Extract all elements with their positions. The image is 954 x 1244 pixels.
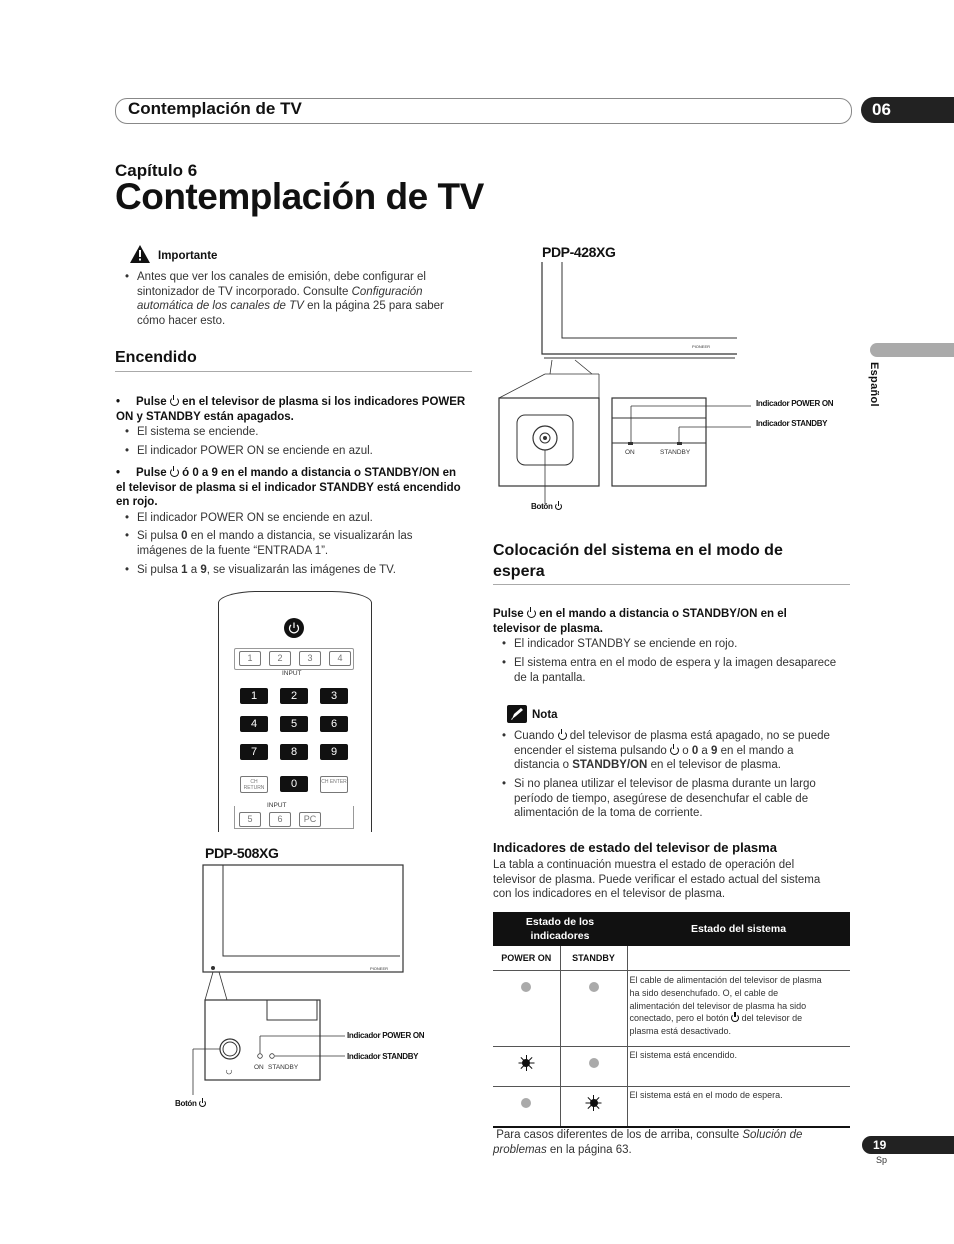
language-label: Español xyxy=(868,362,880,407)
pdp508-label: PDP-508XG xyxy=(205,845,279,861)
page-language-code: Sp xyxy=(876,1155,888,1165)
chapter-title: Contemplación de TV xyxy=(115,176,484,217)
remote-digit-key: 7 xyxy=(240,744,268,760)
remote-digit-key: 2 xyxy=(280,688,308,704)
table-subheader-power-on: POWER ON xyxy=(493,946,560,971)
nota-heading: Nota xyxy=(532,709,558,721)
power-icon xyxy=(558,731,567,740)
pdp428-power-on-indicator-label: Indicador POWER ON xyxy=(756,399,834,408)
svg-text:PIONEER: PIONEER xyxy=(692,344,711,349)
header-title: Contemplación de TV xyxy=(128,99,302,118)
indicator-off-icon xyxy=(589,982,599,992)
indicadores-heading: Indicadores de estado del televisor de plasma xyxy=(493,840,777,855)
pdp508-standby-small-label: STANDBY xyxy=(268,1064,299,1071)
nota-bullet-1: • Cuando del televisor de plasma está apagado, no se puede encender el sistema pulsando o 0 a 9 en el mando a distancia o STANDBY/ON en el televisor de plasma. xyxy=(514,729,830,773)
remote-input-label-bottom: INPUT xyxy=(267,802,287,809)
chapter-number-badge: 06 xyxy=(861,97,954,123)
page-number: 19 xyxy=(862,1136,954,1154)
pdp428-standby-small-label: STANDBY xyxy=(660,449,691,456)
remote-digit-key: 6 xyxy=(320,716,348,732)
encendido-heading: Encendido xyxy=(115,349,197,366)
power-icon xyxy=(199,1100,206,1107)
encendido-bullet-3: • El indicador POWER ON se enciende en azul. xyxy=(137,511,373,526)
table-subheader-empty xyxy=(627,946,850,971)
remote-digit-key: 3 xyxy=(320,688,348,704)
remote-digit-key: 8 xyxy=(280,744,308,760)
table-cell-status: El cable de alimentación del televisor de plasma ha sido desenchufado. O, el cable de alimentación del televisor de plasma ha sido conectado, pero el botón del televisor de plasma está desactivado. xyxy=(627,971,850,1047)
remote-input-key: PC xyxy=(299,812,321,827)
indicator-off-icon xyxy=(521,982,531,992)
table-cell-status: El sistema está en el modo de espera. xyxy=(627,1087,850,1128)
importante-text: • Antes que ver los canales de emisión, debe configurar el sintonizador de TV incorporado. Consulte Configuración automática de los canales de TV en la página 25 para saber cómo hacer esto. xyxy=(137,270,444,328)
indicator-off-icon xyxy=(589,1058,599,1068)
power-icon xyxy=(170,468,179,477)
power-icon xyxy=(555,503,562,510)
table-row xyxy=(493,971,850,1047)
encendido-step1: • Pulse en el televisor de plasma si los indicadores POWER ON y STANDBY están apagados. xyxy=(116,396,466,423)
nota-bullet-2: • Si no planea utilizar el televisor de plasma durante un largo período de tiempo, asegúrese de desenchufar el cable de alimentación de la toma de corriente. xyxy=(514,777,816,821)
remote-digit-key-zero: 0 xyxy=(280,776,308,792)
remote-ch-enter-key: CH ENTER xyxy=(320,776,348,793)
power-icon xyxy=(170,397,179,406)
remote-ch-return-key: CH RETURN xyxy=(240,776,268,793)
pdp428-standby-indicator-label: Indicador STANDBY xyxy=(756,419,828,428)
remote-input-key: 4 xyxy=(329,651,351,666)
pdp428-button-label: Botón xyxy=(531,502,562,511)
remote-power-button xyxy=(284,618,304,638)
remote-digit-key: 9 xyxy=(320,744,348,760)
remote-input-key: 2 xyxy=(269,651,291,666)
encendido-step2: • Pulse ó 0 a 9 en el mando a distancia o STANDBY/ON en el televisor de plasma si el indicador STANDBY está encendido en rojo. xyxy=(116,467,461,509)
pdp428-label: PDP-428XG xyxy=(542,244,616,260)
table-row xyxy=(493,1087,850,1128)
pdp428-on-label: ON xyxy=(625,449,635,456)
remote-input-key: 3 xyxy=(299,651,321,666)
encendido-bullet-1: • El sistema se enciende. xyxy=(137,425,258,440)
encendido-bullet-2: • El indicador POWER ON se enciende en azul. xyxy=(137,444,373,459)
pdp508-power-on-indicator-label: Indicador POWER ON xyxy=(347,1031,425,1040)
power-icon xyxy=(284,618,304,638)
language-tab xyxy=(870,343,954,357)
footer-note: Para casos diferentes de los de arriba, consulte Solución de problemas en la página 63. xyxy=(493,1129,803,1156)
encendido-bullet-4: • Si pulsa 0 en el mando a distancia, se visualizarán las imágenes de la fuente “ENTRADA 1”. xyxy=(137,529,413,558)
svg-text:PIONEER: PIONEER xyxy=(370,966,389,971)
table-header-system: Estado del sistema xyxy=(627,912,850,946)
indicadores-paragraph: La tabla a continuación muestra el estado de operación del televisor de plasma. Puede verificar el estado actual del sistema con los indicadores en el televisor de plasma. xyxy=(493,859,821,901)
remote-digit-key: 4 xyxy=(240,716,268,732)
indicator-off-icon xyxy=(521,1098,531,1108)
remote-input-key: 1 xyxy=(239,651,261,666)
remote-input-key: 5 xyxy=(239,812,261,827)
table-cell-status: El sistema está encendido. xyxy=(627,1047,850,1087)
table-subheader-standby: STANDBY xyxy=(560,946,627,971)
indicator-lit-icon xyxy=(587,1096,601,1110)
encendido-rule xyxy=(115,371,472,372)
table-header-indicators: Estado de los indicadores xyxy=(493,912,627,946)
power-icon xyxy=(731,1014,739,1022)
encendido-bullet-5: • Si pulsa 1 a 9, se visualizarán las imágenes de TV. xyxy=(137,563,396,578)
indicator-lit-icon xyxy=(519,1056,533,1070)
remote-digit-key: 1 xyxy=(240,688,268,704)
pdp508-on-label: ON xyxy=(254,1064,264,1071)
table-row xyxy=(493,1047,850,1087)
remote-input-key: 6 xyxy=(269,812,291,827)
espera-step: Pulse en el mando a distancia o STANDBY/ON en el televisor de plasma. xyxy=(493,608,787,635)
espera-heading: Colocación del sistema en el modo de espera xyxy=(493,542,783,580)
chapter-label: Capítulo 6 xyxy=(115,161,198,180)
remote-digit-key: 5 xyxy=(280,716,308,732)
table-subheader-row xyxy=(493,946,850,971)
status-table xyxy=(493,912,850,1128)
power-icon xyxy=(670,746,679,755)
espera-bullet-2: • El sistema entra en el modo de espera y la imagen desaparece de la pantalla. xyxy=(514,656,836,685)
note-pencil-icon xyxy=(507,705,527,723)
pdp508-standby-indicator-label: Indicador STANDBY xyxy=(347,1052,419,1061)
table-header-row xyxy=(493,912,850,946)
pdp508-illustration xyxy=(175,860,445,1120)
power-icon xyxy=(527,609,536,618)
pdp428-illustration xyxy=(495,262,755,517)
pdp508-button-label: Botón xyxy=(175,1099,206,1108)
espera-rule xyxy=(493,584,850,585)
remote-input-label: INPUT xyxy=(282,670,302,677)
espera-bullet-1: • El indicador STANDBY se enciende en rojo. xyxy=(514,637,737,652)
warning-icon xyxy=(129,244,151,264)
importante-heading: Importante xyxy=(158,250,218,262)
